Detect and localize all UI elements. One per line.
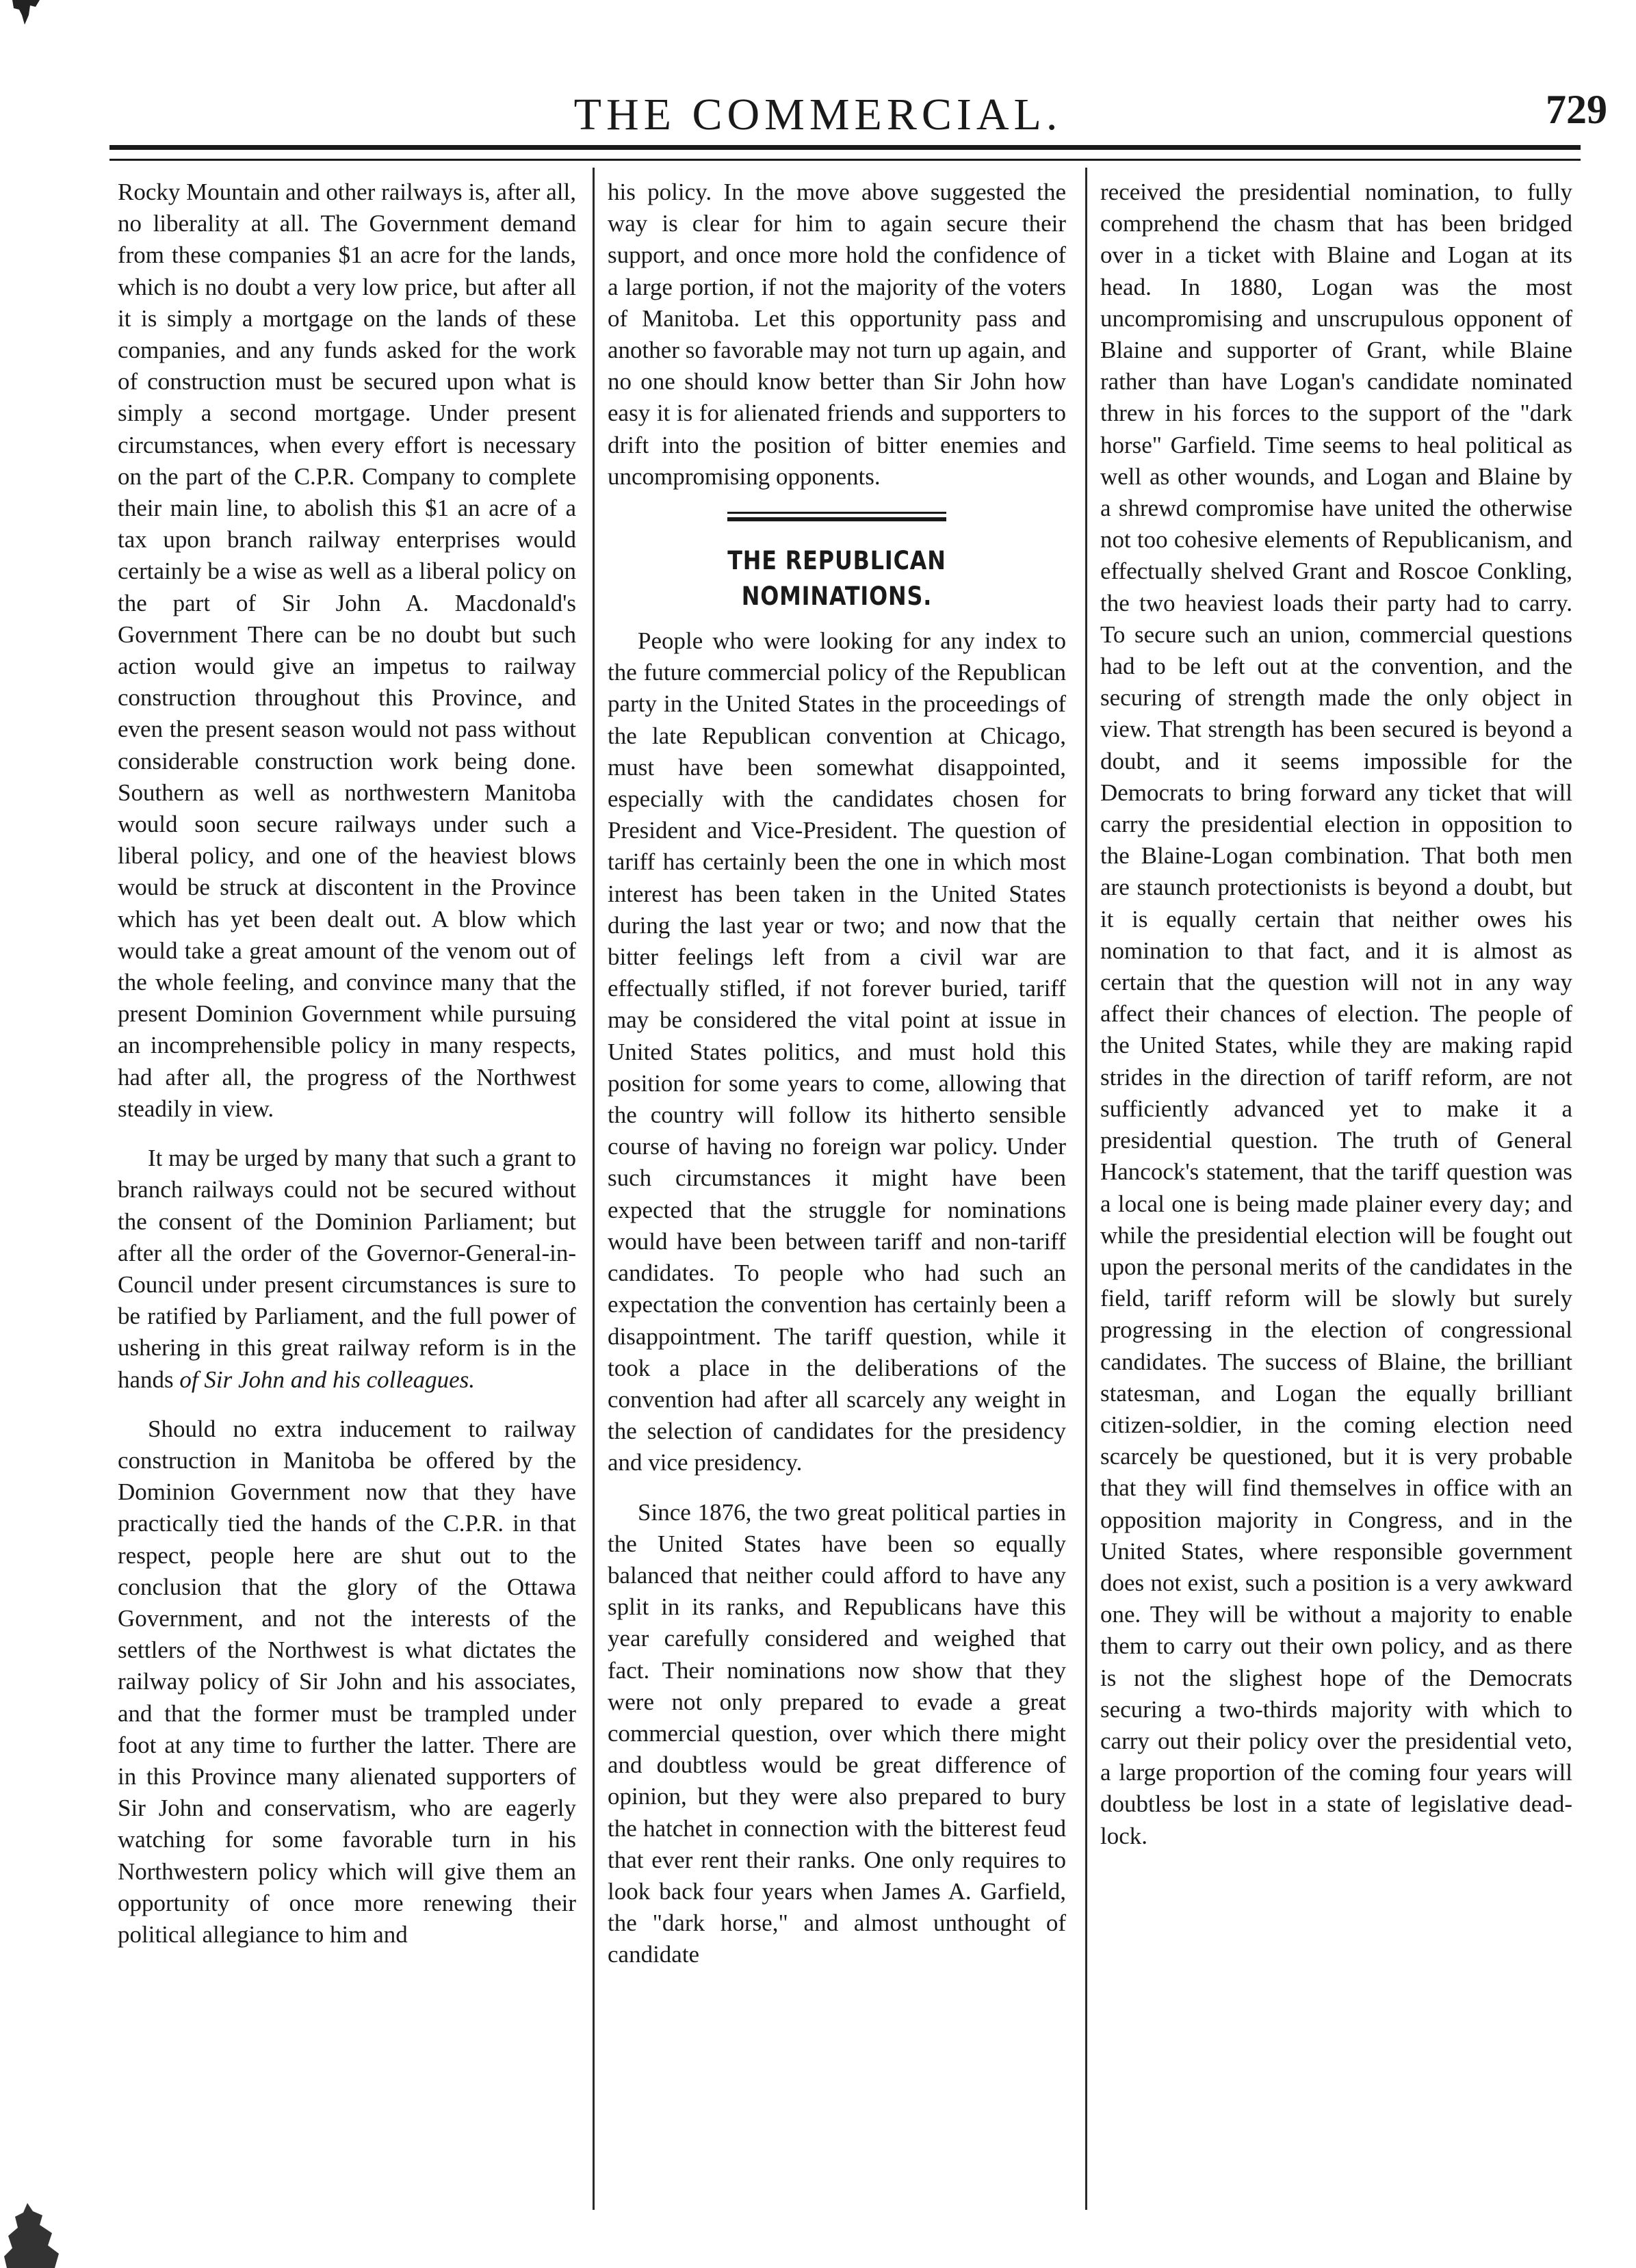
column-2	[608, 177, 1066, 1971]
col1-paragraph-3: Should no extra inducement to railway construction in Manitoba be offered by the Dominion Government now that they have practically tied the hands of the C.P.R. in that respect, people here are shut out to the conclusion that the glory of the Ottawa Government, and not the interests of the settlers of the Northwest is what dictates the railway policy of Sir John and his associates, and that the former must be trampled under foot at any time to further the latter. There are in this Province many alienated supporters of Sir John and conservatism, who are eagerly watching for some favorable turn in his Northwestern policy which will give them an opportunity of once more renewing their political allegiance to him and	[118, 1415, 576, 1948]
col2-paragraph-3: Since 1876, the two great political parties in the United States have been so equally balanced that neither could afford to have any split in its ranks, and Republicans have this year carefully considered and weighed that fact. Their nominations now show that they were not only prepared to evade a great commercial question, over which there might and doubtless would be great difference of opinion, but they were also prepared to bury the hatchet in connection with the bitterest feud that ever rent their ranks. One only requires to look back four years when James A. Garfield, the "dark horse," and almost unthought of candidate	[608, 1498, 1066, 1968]
col1-paragraph-2	[118, 1143, 576, 1396]
col1-paragraph-2-text: It may be urged by many that such a grant to branch railways could not be secured without the consent of the Dominion Parliament; but after all the order of the Governor-General-in-Council under present circumstances is sure to be ratified by Parliament, and the full power of ushering in this great railway reform is in the hands	[118, 1145, 576, 1393]
column-3	[1100, 177, 1572, 1852]
masthead-title: THE COMMERCIAL.	[573, 90, 1063, 140]
col2-paragraph-2: People who were looking for any index to the future commercial policy of the Republican party in the United States in the proceedings of the late Republican convention at Chicago, must have been somewhat disappointed, especially with the candidates chosen for President and Vice-President. The question of tariff has certainly been the one in which most interest has been taken in the United States during the last year or two; and now that the bitter feelings left from a civil war are effectually stifled, if not forever buried, tariff may be considered the vital point at issue in United States politics, and must hold this position for some years to come, allowing that the country will follow its hitherto sensible course of having no foreign war policy. Under such circumstances it might have been expected that the struggle for nominations would have been between tariff and non-tariff candidates. To people who had such an expectation the convention has certainly been a disappointment. The tariff question, while it took a place in the deliberations of the convention had after all scarcely any weight in the selection of candidates for the presidency and vice presidency.	[608, 627, 1066, 1476]
section-separator-rule	[727, 509, 946, 524]
column-divider-2	[1085, 168, 1087, 2210]
article-headline: THE REPUBLICAN NOMINATIONS.	[727, 546, 946, 612]
col1-paragraph-1: Rocky Mountain and other railways is, after all, no liberality at all. The Government demand from these companies $1 an acre for the lands, which is no doubt a very low price, but after all it is simply a mortgage on the lands of these companies, and any funds asked for the work of construction must be secured upon what is simply a second mortgage. Under present circumstances, when every effort is necessary on the part of the C.P.R. Company to complete their main line, to abolish this $1 an acre of a tax upon branch railway enterprises would certainly be a wise as well as a liberal policy on the part of Sir John A. Macdonald's Government There can be no doubt but such action would give an impetus to railway construction throughout this Province, and even the present season would not pass without considerable construction work being done. Southern as well as northwestern Manitoba would soon secure railways under such a liberal policy, and one of the heaviest blows would be struck at discontent in the Province which has yet been dealt out. A blow which would take a great amount of the venom out of the whole feeling, and convince many that the present Dominion Government while pursuing an incomprehensible policy in many respects, had after all, the progress of the Northwest steadily in view.	[118, 179, 576, 1122]
col3-paragraph-1: received the presidential nomination, to fully comprehend the chasm that has been bridged over in a ticket with Blaine and Logan at its head. In 1880, Logan was the most uncompromising and unscrupulous opponent of Blaine and supporter of Grant, while Blaine rather than have Logan's candidate nominated threw in his forces to the support of the "dark horse" Garfield. Time seems to heal political as well as other wounds, and Logan and Blaine by a shrewd compromise have united the otherwise not too cohesive elements of Republicanism, and effectually shelved Grant and Roscoe Conkling, the two heaviest loads their party had to carry. To secure such an union, commercial questions had to be left out at the convention, and the securing of strength made the only object in view. That strength has been secured is beyond a doubt, and it seems impossible for the Democrats to bring forward any ticket that will carry the presidential election in opposition to the Blaine-Logan combination. That both men are staunch protectionists is beyond a doubt, but it is equally certain that neither owes his nomination to that fact, and it is almost as certain that the question will not in any way affect their chances of election. The people of the United States, while they are making rapid strides in the direction of tariff reform, are not sufficiently advanced yet to make it a presidential question. The truth of General Hancock's statement, that the tariff question was a local one is being made plainer every day; and while the presidential election will be fought out upon the personal merits of the candidates in the field, tariff reform will be slowly but surely progressing in the election of congressional candidates. The success of Blaine, the brilliant statesman, and Logan the equally brilliant citizen-soldier, in the coming election need scarcely be questioned, but it is very probable that they will find themselves in office with an opposition majority in Congress, and in the United States, where responsible government does not exist, such a position is a very awkward one. They will be without a majority to enable them to carry out their own policy, and as there is not the slighest hope of the Democrats securing a two-thirds majority with which to carry out their policy over the presidential veto, a large proportion of the coming four years will doubtless be lost in a state of legislative dead-lock.	[1100, 179, 1572, 1849]
column-1	[118, 177, 576, 1951]
page-number: 729	[1546, 87, 1607, 132]
masthead-rule-thin	[109, 159, 1581, 161]
ink-smudge-bottom-left	[0, 2203, 62, 2268]
col1-paragraph-2-italic: of Sir John and his colleagues.	[179, 1366, 476, 1393]
column-divider-1	[593, 168, 595, 2210]
masthead-rule-thick	[109, 145, 1581, 150]
ink-blot-top-left	[5, 0, 47, 27]
col2-paragraph-1: his policy. In the move above suggested the way is clear for him to again secure their support, and once more hold the confidence of a large portion, if not the majority of the voters of Manitoba. Let this opportunity pass and another so favorable may not turn up again, and no one should know better than Sir John how easy it is for alienated friends and supporters to drift into the position of bitter enemies and uncompromising opponents.	[608, 179, 1066, 490]
